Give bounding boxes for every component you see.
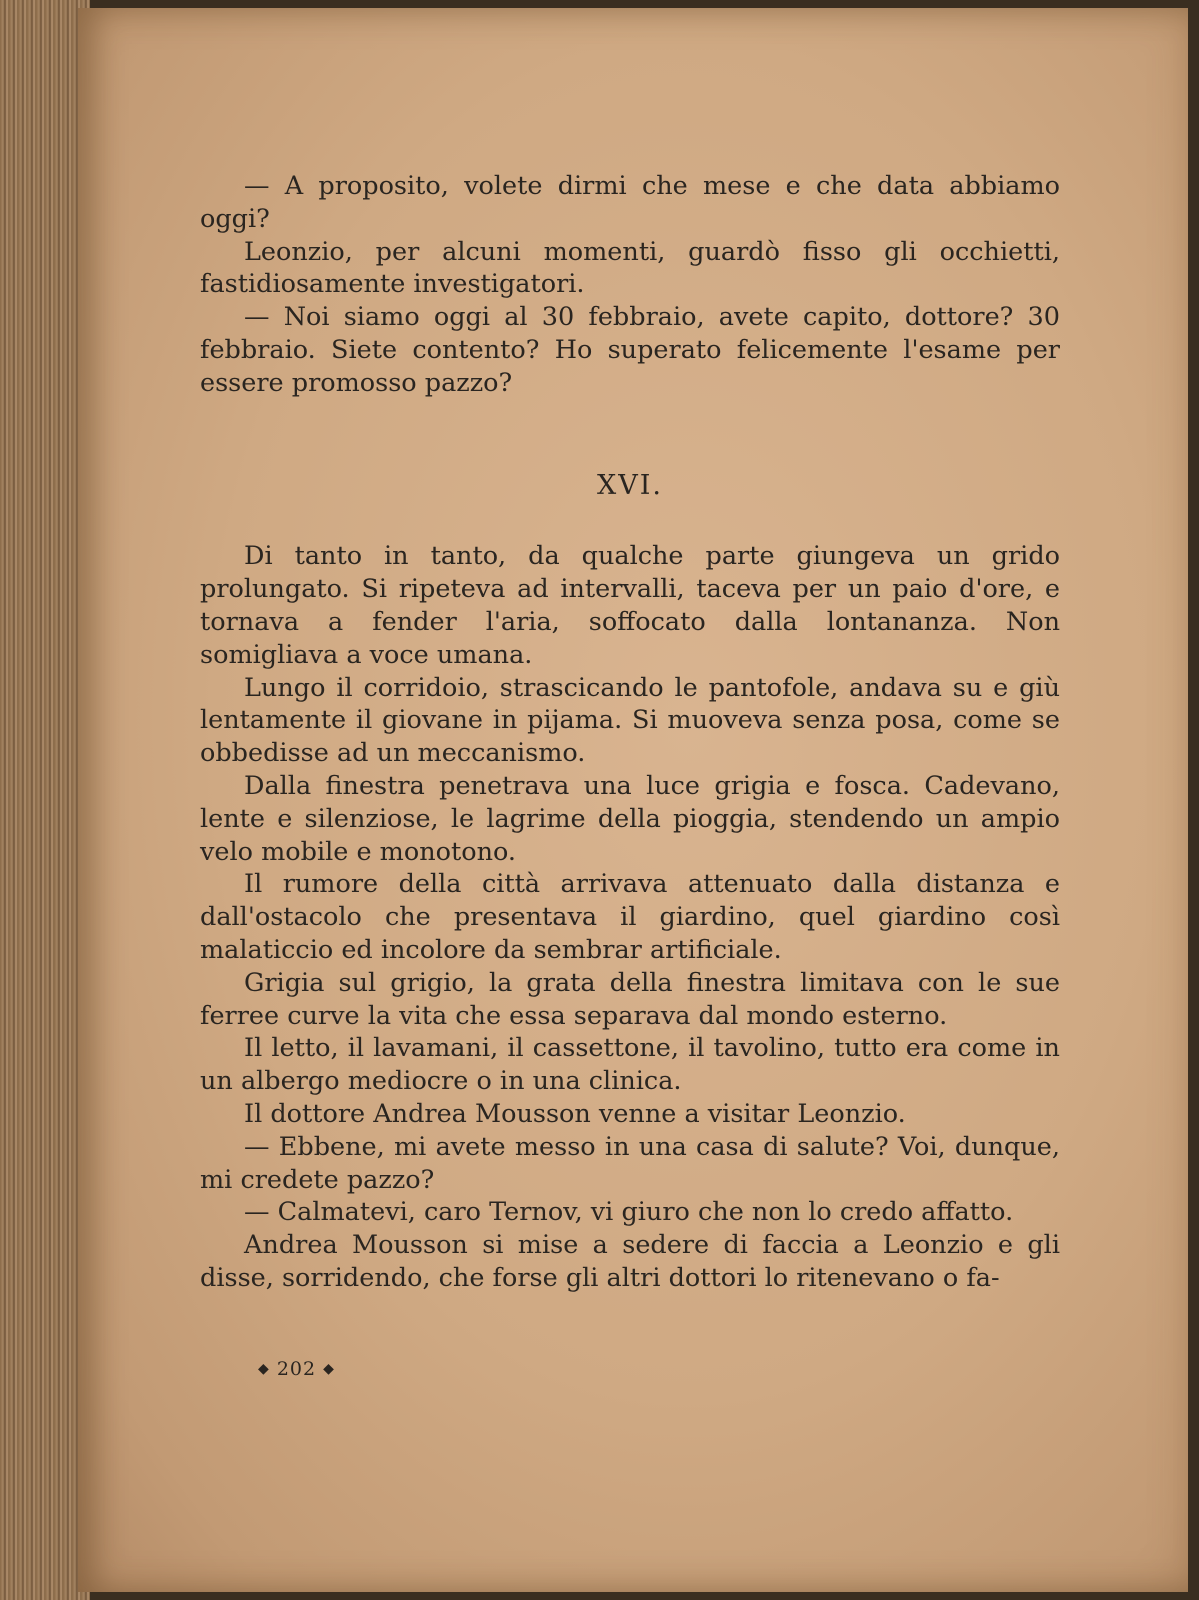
chapter-heading: XVI.	[597, 469, 663, 501]
page-stack-edge	[0, 0, 90, 1600]
page-folio	[258, 1358, 335, 1380]
page-number: 202	[276, 1358, 317, 1380]
paragraph-7: Il rumore della città arrivava attenuato dalla distanza e dall'ostacolo che presentava il giardino, quel giardino così malaticcio ed incolore da sembrar artificiale.	[200, 869, 1060, 965]
paragraph-5: Lungo il corridoio, strascicando le pantofole, andava su e giù lentamente il giovane in pijama. Si muoveva senza posa, come se obbedisse ad un meccanismo.	[200, 672, 1060, 769]
paragraph-2: Leonzio, per alcuni momenti, guardò fisso gli occhietti, fastidiosamente investigatori.	[200, 236, 1060, 300]
paragraph-12: — Calmatevi, caro Ternov, vi giuro che non lo credo affatto.	[244, 1197, 1014, 1228]
paragraph-4: Di tanto in tanto, da qualche parte giungeva un grido prolungato. Si ripeteva ad intervalli, taceva per un paio d'ore, e tornava a fender l'aria, soffocato dalla lontananza. Non somigliava a voce umana.	[200, 541, 1060, 670]
paragraph-11: — Ebbene, mi avete messo in una casa di salute? Voi, dunque, mi credete pazzo?	[200, 1131, 1060, 1195]
paragraph-3: — Noi siamo oggi al 30 febbraio, avete capito, dottore? 30 febbraio. Siete contento? Ho superato felicemente l'esame per essere promosso pazzo?	[200, 302, 1060, 398]
diamond-left-icon: ◆	[258, 1361, 270, 1377]
paragraph-8: Grigia sul grigio, la grata della finestra limitava con le sue ferree curve la vita che essa separava dal mondo esterno.	[200, 967, 1060, 1031]
paragraph-13: Andrea Mousson si mise a sedere di faccia a Leonzio e gli disse, sorridendo, che forse gli altri dottori lo ritenevano o fa-	[200, 1230, 1060, 1293]
paragraph-6: Dalla finestra penetrava una luce grigia e fosca. Cadevano, lente e silenziose, le lagrime della pioggia, stendendo un ampio velo mobile e monotono.	[200, 770, 1060, 867]
paragraph-9: Il letto, il lavamani, il cassettone, il tavolino, tutto era come in un albergo mediocre o in una clinica.	[200, 1033, 1060, 1097]
paragraph-1: — A proposito, volete dirmi che mese e che data abbiamo oggi?	[200, 171, 1060, 234]
page-text	[200, 170, 1060, 1295]
paragraph-10: Il dottore Andrea Mousson venne a visitar Leonzio.	[244, 1098, 906, 1129]
diamond-right-icon: ◆	[323, 1361, 335, 1377]
